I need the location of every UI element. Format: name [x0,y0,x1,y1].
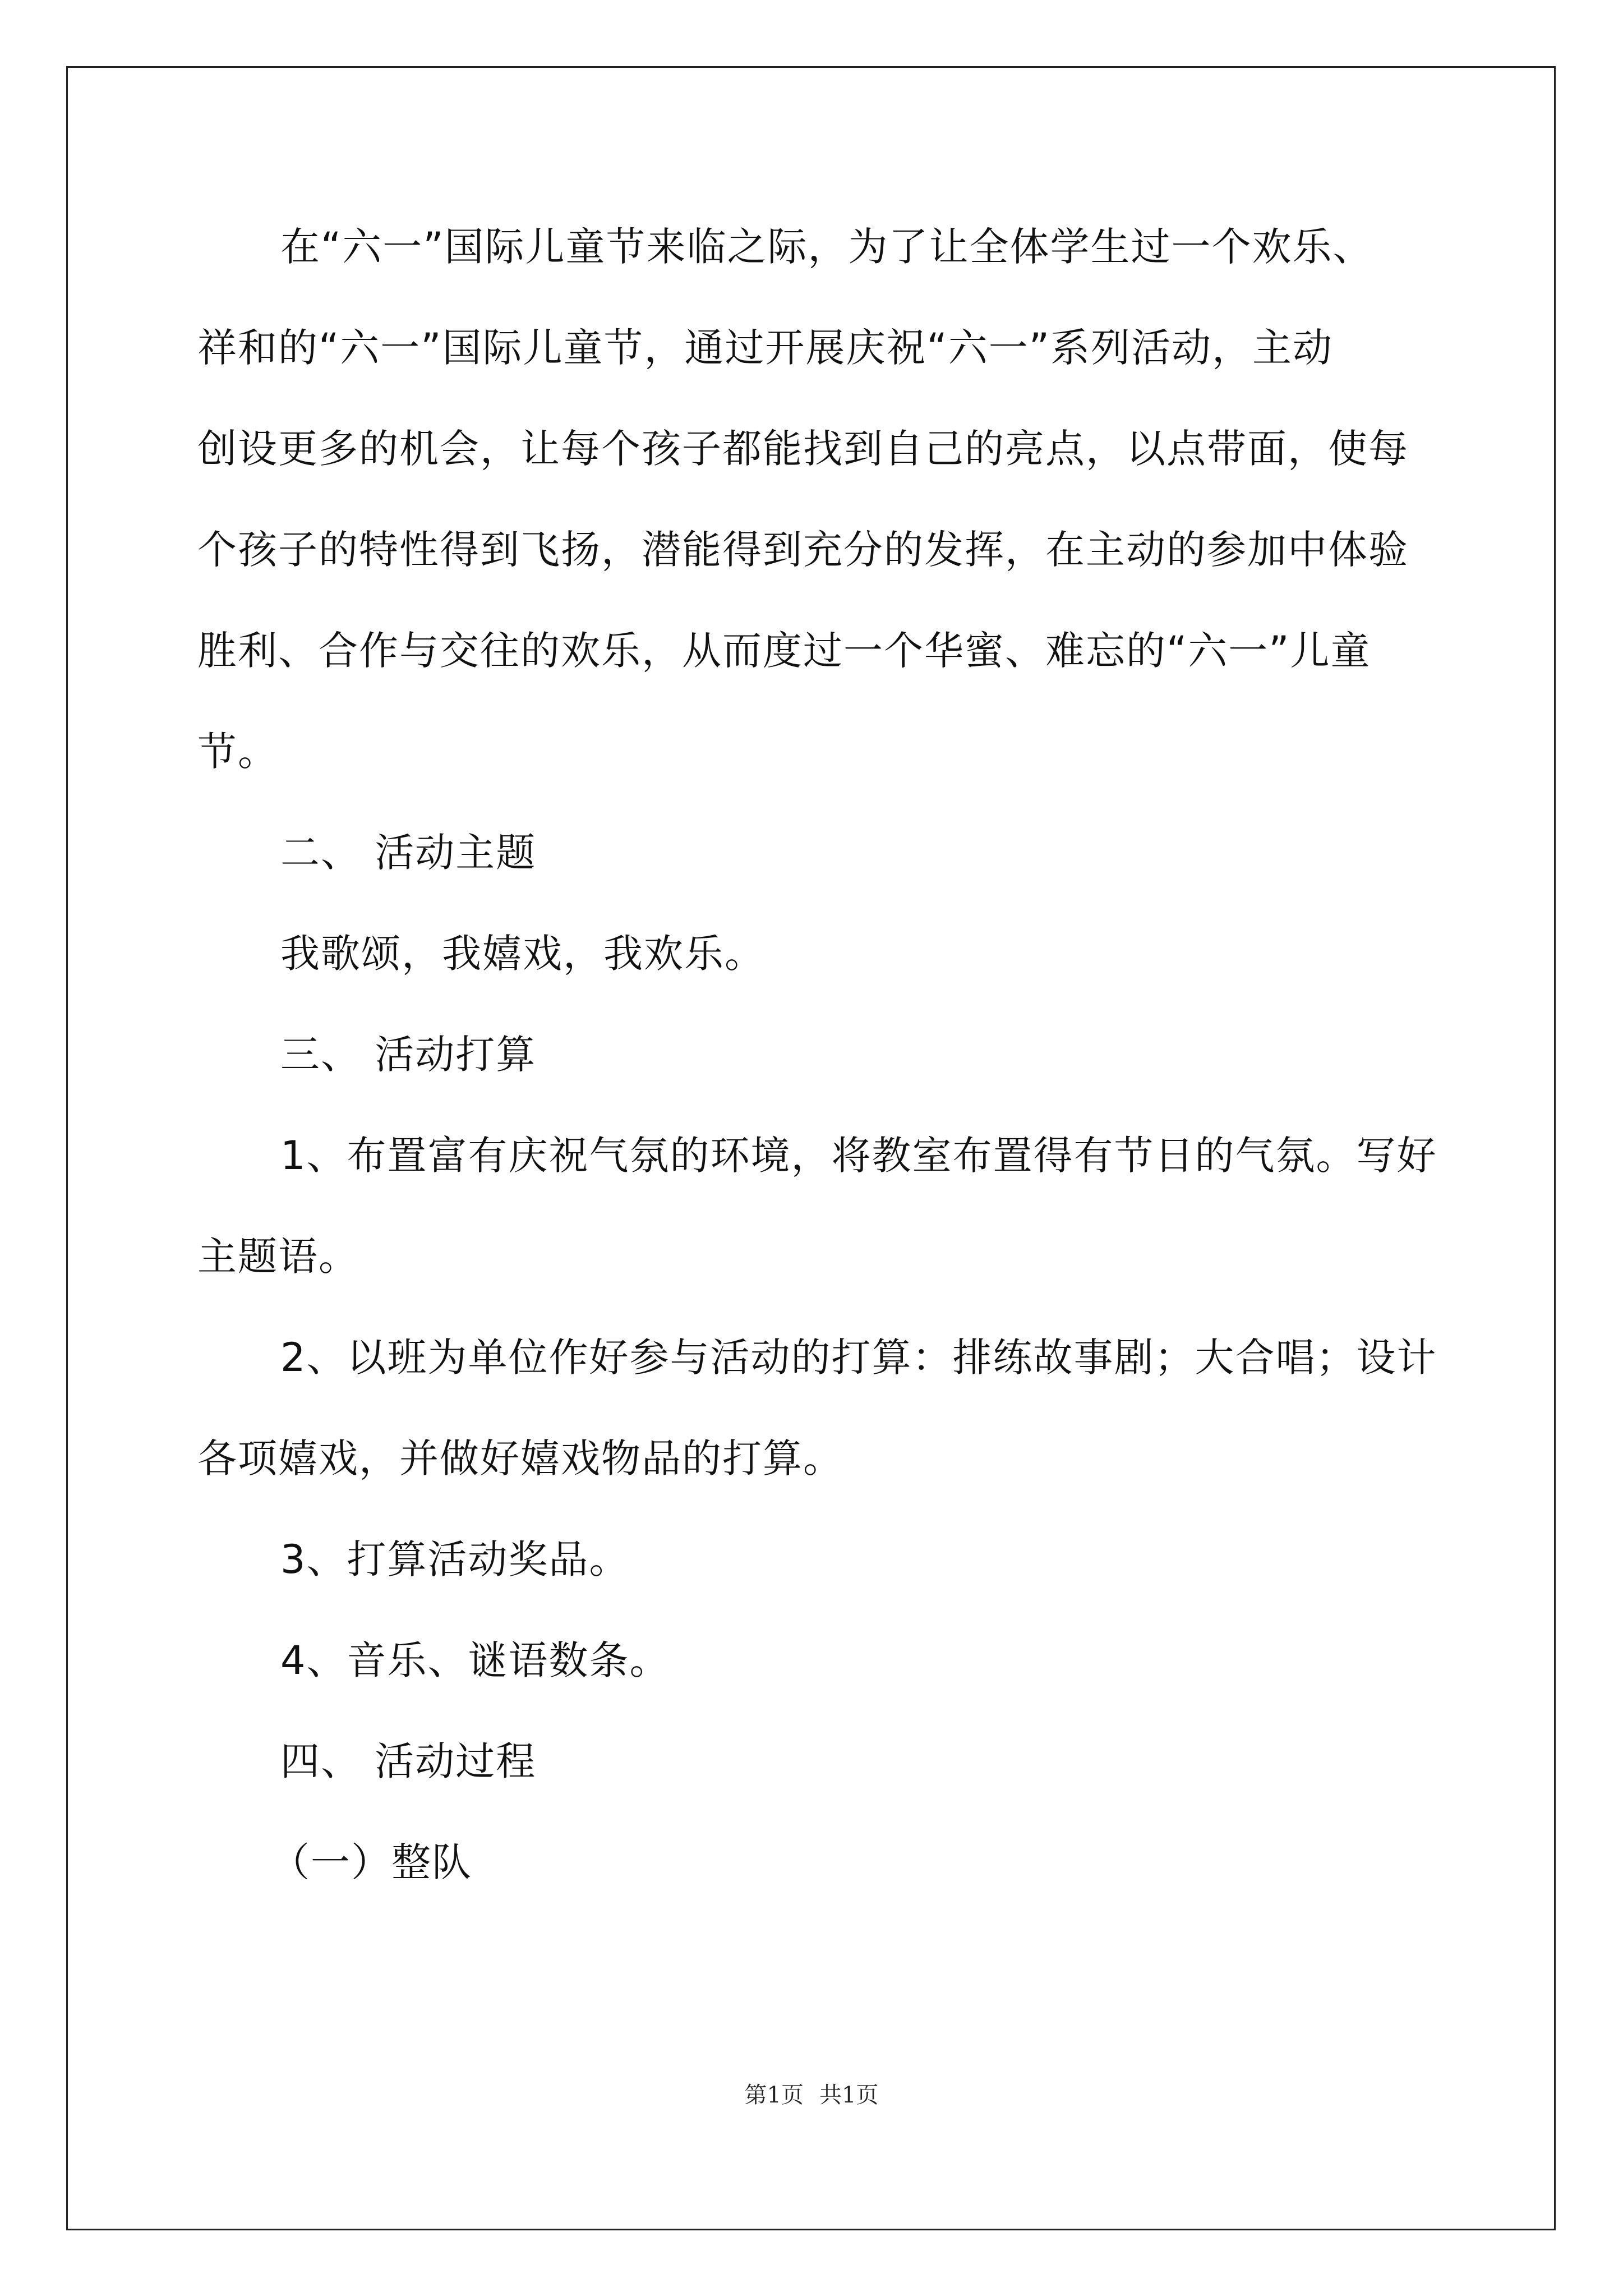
paragraph-line: 4、音乐、谜语数条。 [280,1637,670,1683]
subsection-heading: （一）整队 [270,1839,472,1885]
paragraph-line: 在“六一”国际儿童节来临之际，为了让全体学生过一个欢乐、 [280,224,1373,270]
section-heading: 四、 活动过程 [280,1738,537,1784]
paragraph-line: 个孩子的特性得到飞扬，潜能得到充分的发挥，在主动的参加中体验 [197,527,1409,573]
paragraph-line: 各项嬉戏，并做好嬉戏物品的打算。 [197,1435,843,1481]
paragraph-line: 祥和的“六一”国际儿童节，通过开展庆祝“六一”系列活动，主动 [197,325,1334,371]
section-heading: 三、 活动打算 [280,1032,537,1078]
paragraph-line: 我歌颂，我嬉戏，我欢乐。 [280,931,765,977]
paragraph-line: 胜利、合作与交往的欢乐，从而度过一个华蜜、难忘的“六一”儿童 [197,628,1371,674]
paragraph-line: 创设更多的机会，让每个孩子都能找到自己的亮点，以点带面，使每 [197,426,1409,472]
paragraph-line: 节。 [197,729,278,775]
page-footer [0,2081,1623,2109]
page-number-current: 第1页 [744,2082,804,2108]
paragraph-line: 1、布置富有庆祝气氛的环境，将教室布置得有节日的气氛。写好 [280,1133,1437,1179]
paragraph-line: 2、以班为单位作好参与活动的打算：排练故事剧；大合唱；设计 [280,1335,1437,1381]
paragraph-line: 主题语。 [197,1234,359,1280]
section-heading: 二、 活动主题 [280,830,537,876]
paragraph-line: 3、打算活动奖品。 [280,1536,630,1582]
page-number-total: 共1页 [819,2082,879,2108]
